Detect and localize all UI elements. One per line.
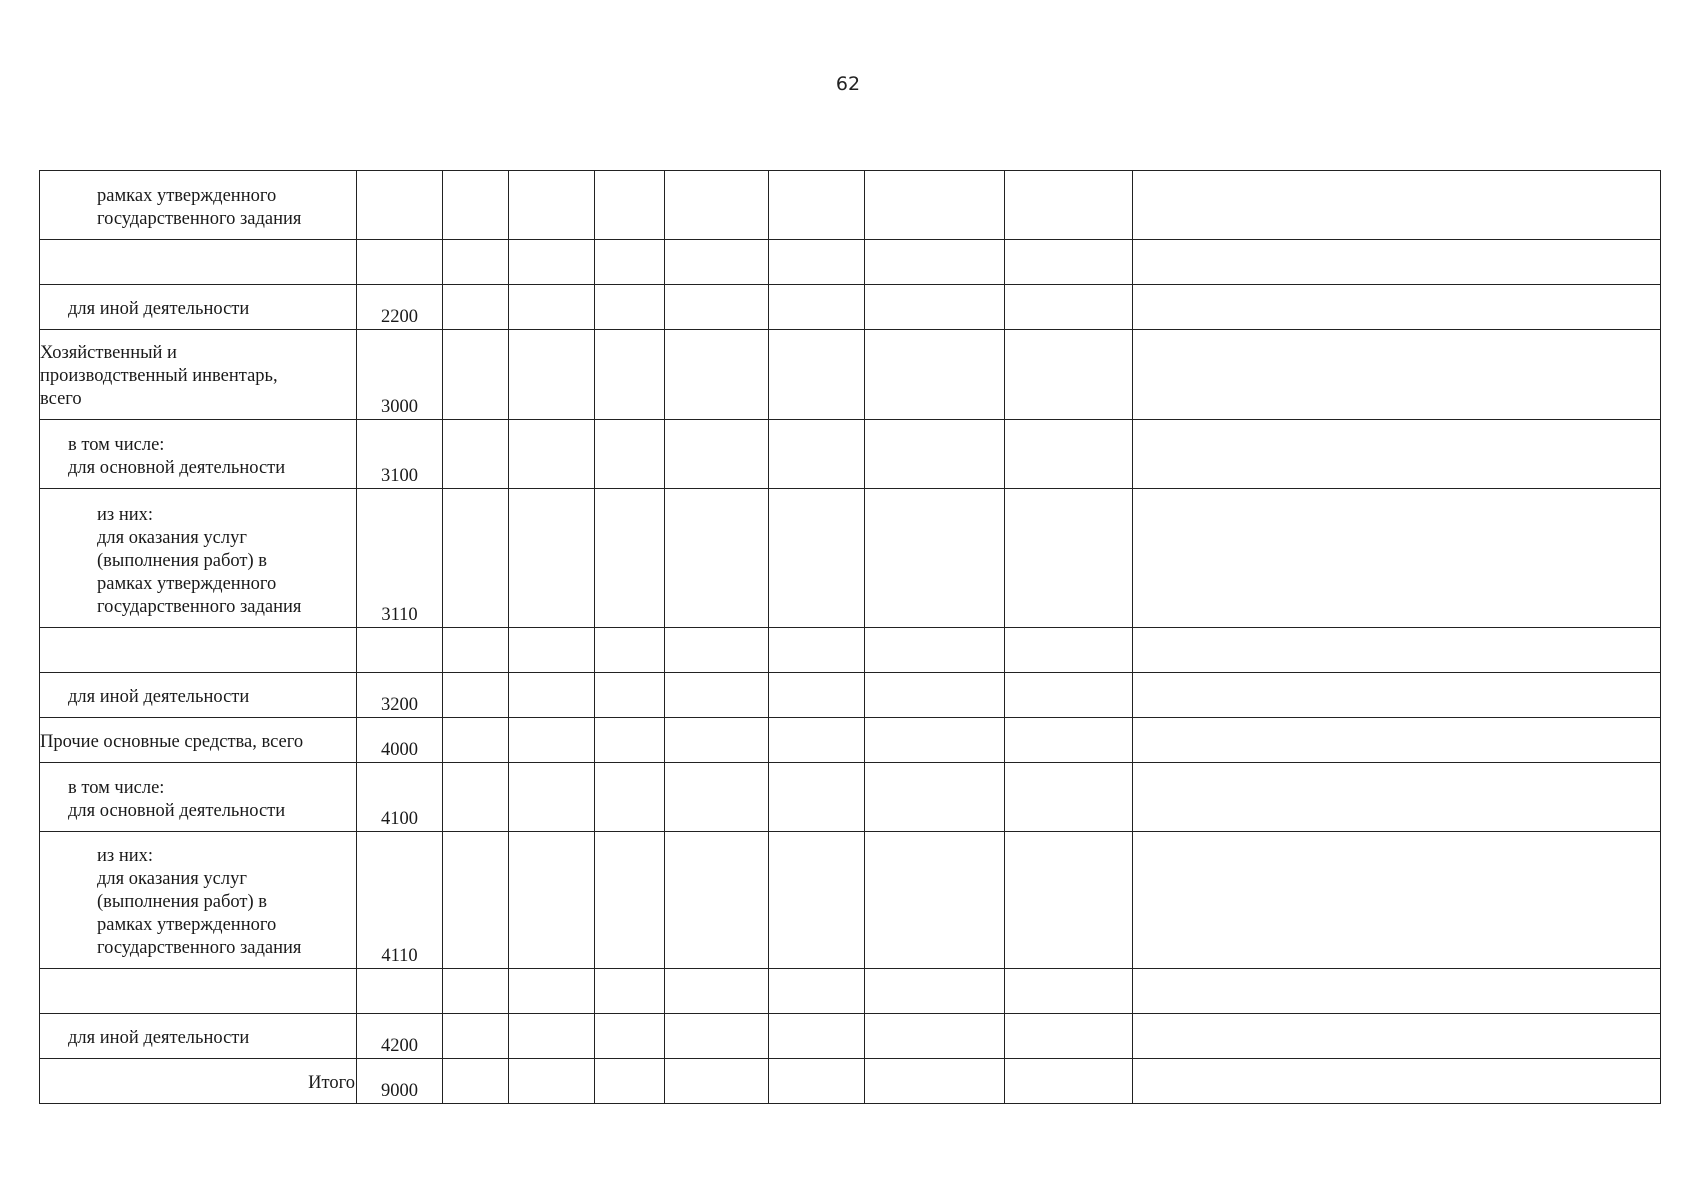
value-cell (769, 763, 865, 832)
value-cell (1133, 285, 1661, 330)
value-cell (443, 489, 509, 628)
value-cell (865, 330, 1005, 420)
row-code: 4100 (357, 763, 443, 832)
value-cell (865, 969, 1005, 1014)
value-cell (665, 969, 769, 1014)
row-label-cell (40, 628, 357, 673)
value-cell (443, 285, 509, 330)
row-label-cell (40, 489, 357, 628)
value-cell (865, 420, 1005, 489)
value-cell (509, 1014, 595, 1059)
value-cell (865, 628, 1005, 673)
row-code (357, 969, 443, 1014)
row-code: 3110 (357, 489, 443, 628)
row-label-cell (40, 1059, 357, 1104)
row-label (40, 1005, 356, 1013)
value-cell (865, 1014, 1005, 1059)
row-label (40, 276, 356, 284)
value-cell (509, 673, 595, 718)
value-cell (865, 1059, 1005, 1104)
value-cell (1005, 763, 1133, 832)
value-cell (1005, 240, 1133, 285)
value-cell (865, 285, 1005, 330)
value-cell (665, 718, 769, 763)
value-cell (595, 420, 665, 489)
value-cell (769, 285, 865, 330)
value-cell (665, 832, 769, 969)
value-cell (665, 1059, 769, 1104)
value-cell (443, 171, 509, 240)
value-cell (595, 1014, 665, 1059)
value-cell (443, 420, 509, 489)
value-cell (665, 330, 769, 420)
row-label: для иной деятельности (68, 1028, 250, 1048)
row-label-cell (40, 420, 357, 489)
row-label-cell (40, 285, 357, 330)
value-cell (443, 240, 509, 285)
row-code: 3200 (357, 673, 443, 718)
row-code: 3000 (357, 330, 443, 420)
row-label-cell (40, 763, 357, 832)
value-cell (1133, 171, 1661, 240)
value-cell (769, 718, 865, 763)
value-cell (769, 171, 865, 240)
value-cell (595, 718, 665, 763)
value-cell (595, 240, 665, 285)
page-number: 62 (835, 73, 861, 95)
value-cell (1133, 628, 1661, 673)
value-cell (443, 1059, 509, 1104)
value-cell (595, 1059, 665, 1104)
value-cell (443, 832, 509, 969)
value-cell (443, 673, 509, 718)
row-label: из них: для оказания услуг (выполнения работ) в рамках утвержденного государственного задания (97, 846, 302, 958)
value-cell (865, 718, 1005, 763)
value-cell (1133, 969, 1661, 1014)
row-label: для иной деятельности (68, 299, 250, 319)
value-cell (769, 489, 865, 628)
value-cell (769, 1014, 865, 1059)
row-code: 2200 (357, 285, 443, 330)
value-cell (665, 673, 769, 718)
table-row (40, 420, 1661, 489)
row-label (40, 664, 356, 672)
value-cell (595, 673, 665, 718)
value-cell (595, 330, 665, 420)
value-cell (1133, 718, 1661, 763)
value-cell (509, 628, 595, 673)
value-cell (509, 240, 595, 285)
value-cell (595, 832, 665, 969)
value-cell (443, 969, 509, 1014)
value-cell (1005, 330, 1133, 420)
value-cell (665, 628, 769, 673)
value-cell (865, 832, 1005, 969)
value-cell (595, 628, 665, 673)
value-cell (509, 285, 595, 330)
table-row (40, 330, 1661, 420)
row-label-cell (40, 718, 357, 763)
table-row (40, 240, 1661, 285)
value-cell (1005, 1014, 1133, 1059)
value-cell (595, 285, 665, 330)
value-cell (769, 628, 865, 673)
value-cell (769, 1059, 865, 1104)
row-code: 3100 (357, 420, 443, 489)
value-cell (1133, 832, 1661, 969)
value-cell (595, 489, 665, 628)
table-row (40, 171, 1661, 240)
value-cell (509, 171, 595, 240)
value-cell (665, 171, 769, 240)
value-cell (1005, 285, 1133, 330)
value-cell (1005, 420, 1133, 489)
total-label: Итого (308, 1073, 355, 1093)
table-row (40, 832, 1661, 969)
row-label-cell (40, 330, 357, 420)
row-code (357, 240, 443, 285)
value-cell (1005, 673, 1133, 718)
row-label-cell (40, 832, 357, 969)
table-row (40, 718, 1661, 763)
row-label: из них: для оказания услуг (выполнения работ) в рамках утвержденного государственного задания (97, 505, 302, 617)
value-cell (1133, 1014, 1661, 1059)
value-cell (665, 1014, 769, 1059)
row-label: в том числе: для основной деятельности (68, 435, 286, 478)
value-cell (1133, 673, 1661, 718)
row-label-cell (40, 240, 357, 285)
value-cell (665, 489, 769, 628)
table-row (40, 285, 1661, 330)
table-row (40, 1059, 1661, 1104)
value-cell (1133, 420, 1661, 489)
value-cell (769, 240, 865, 285)
value-cell (509, 763, 595, 832)
value-cell (1005, 969, 1133, 1014)
value-cell (1133, 489, 1661, 628)
value-cell (509, 969, 595, 1014)
value-cell (595, 763, 665, 832)
row-label-cell (40, 673, 357, 718)
row-code: 9000 (357, 1059, 443, 1104)
value-cell (865, 240, 1005, 285)
row-code: 4000 (357, 718, 443, 763)
value-cell (769, 832, 865, 969)
row-code (357, 628, 443, 673)
value-cell (1005, 489, 1133, 628)
row-code: 4110 (357, 832, 443, 969)
row-label: рамках утвержденного государственного задания (97, 186, 302, 229)
value-cell (865, 763, 1005, 832)
row-label: Хозяйственный и производственный инвентарь, всего (40, 343, 278, 409)
value-cell (865, 489, 1005, 628)
value-cell (509, 489, 595, 628)
value-cell (769, 673, 865, 718)
row-label: в том числе: для основной деятельности (68, 778, 286, 821)
value-cell (443, 718, 509, 763)
value-cell (509, 330, 595, 420)
value-cell (665, 420, 769, 489)
row-label-cell (40, 171, 357, 240)
value-cell (1133, 763, 1661, 832)
row-label-cell (40, 1014, 357, 1059)
value-cell (769, 420, 865, 489)
table-row (40, 628, 1661, 673)
value-cell (769, 969, 865, 1014)
value-cell (509, 1059, 595, 1104)
table-row (40, 489, 1661, 628)
value-cell (443, 763, 509, 832)
table-row (40, 673, 1661, 718)
value-cell (1133, 240, 1661, 285)
value-cell (443, 628, 509, 673)
value-cell (665, 285, 769, 330)
value-cell (509, 420, 595, 489)
row-code: 4200 (357, 1014, 443, 1059)
value-cell (1005, 628, 1133, 673)
value-cell (509, 832, 595, 969)
value-cell (865, 673, 1005, 718)
row-code (357, 171, 443, 240)
value-cell (665, 763, 769, 832)
value-cell (769, 330, 865, 420)
report-table (39, 170, 1661, 1104)
row-label: для иной деятельности (68, 687, 250, 707)
value-cell (1005, 171, 1133, 240)
table-row (40, 763, 1661, 832)
value-cell (595, 969, 665, 1014)
table-row (40, 1014, 1661, 1059)
row-label-cell (40, 969, 357, 1014)
value-cell (1005, 832, 1133, 969)
value-cell (865, 171, 1005, 240)
value-cell (1005, 1059, 1133, 1104)
table-row (40, 969, 1661, 1014)
value-cell (509, 718, 595, 763)
value-cell (665, 240, 769, 285)
value-cell (595, 171, 665, 240)
value-cell (1133, 330, 1661, 420)
value-cell (1005, 718, 1133, 763)
value-cell (1133, 1059, 1661, 1104)
value-cell (443, 1014, 509, 1059)
row-label: Прочие основные средства, всего (40, 732, 304, 752)
value-cell (443, 330, 509, 420)
